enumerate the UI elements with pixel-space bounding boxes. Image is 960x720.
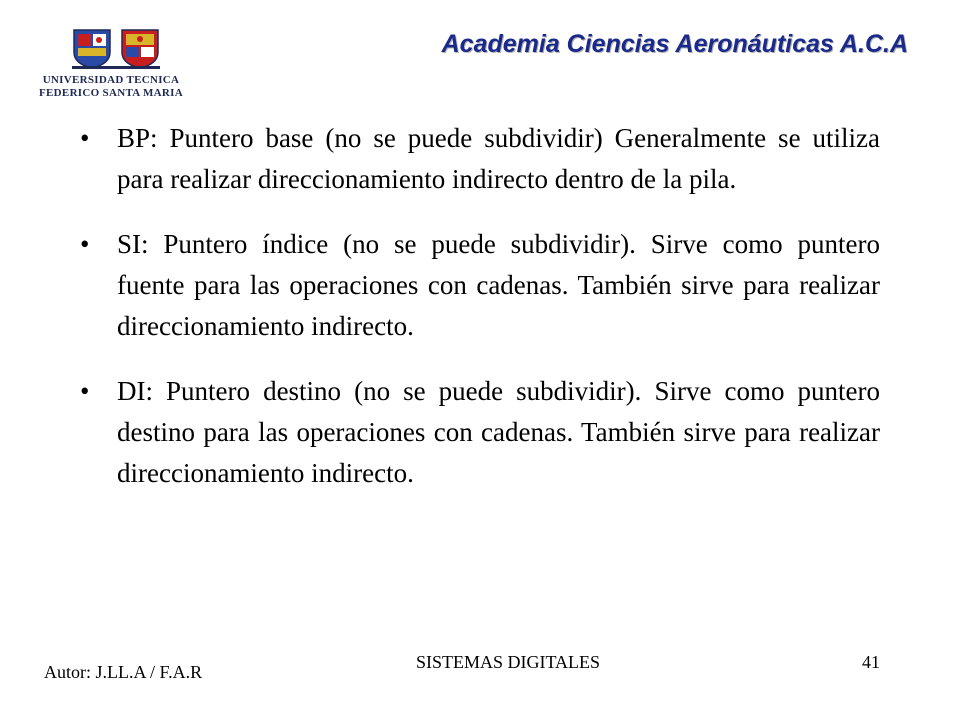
slide-header-title: Academia Ciencias Aeronáuticas A.C.A (441, 30, 908, 58)
university-logo (36, 26, 186, 102)
bullet-item-di (80, 371, 880, 494)
bullet-point-icon: • (80, 229, 90, 259)
bullet-list (80, 118, 880, 518)
university-name-line1: UNIVERSIDAD TECNICA (42, 74, 180, 86)
page-number: 41 (862, 652, 880, 672)
university-crest-icon (66, 26, 166, 70)
bullet-point-icon: • (80, 376, 90, 406)
bullet-item-si (80, 224, 880, 347)
bullet-text: SI: Puntero índice (no se puede subdividir). Sirve como puntero fuente para las operaciones con cadenas. También sirve para realizar direccionamiento indirecto. (117, 229, 880, 341)
footer-course-title: SISTEMAS DIGITALES (416, 652, 601, 672)
bullet-point-icon: • (80, 123, 90, 153)
bullet-text: DI: Puntero destino (no se puede subdividir). Sirve como puntero destino para las operaciones con cadenas. También sirve para realizar direccionamiento indirecto. (117, 376, 880, 488)
university-name-line2: FEDERICO SANTA MARIA (39, 87, 183, 99)
footer-author: Autor: J.LL.A / F.A.R (44, 662, 203, 682)
bullet-text: BP: Puntero base (no se puede subdividir) Generalmente se utiliza para realizar direccionamiento indirecto dentro de la pila. (117, 123, 880, 194)
bullet-item-bp (80, 118, 880, 200)
